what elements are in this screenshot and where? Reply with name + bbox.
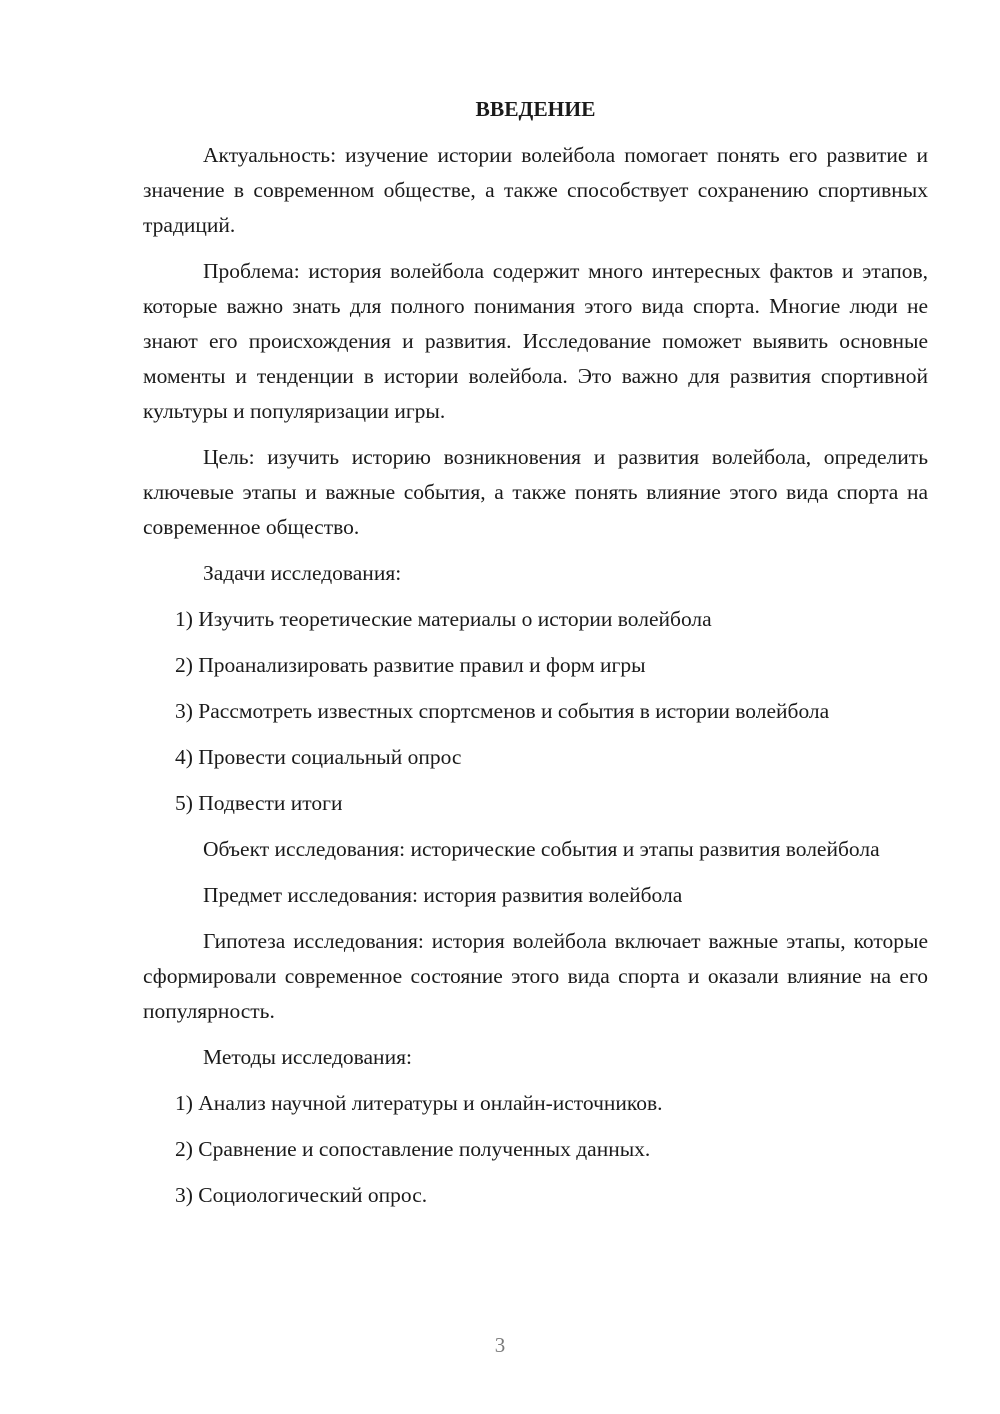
task-item: 2) Проанализировать развитие правил и форм игры xyxy=(175,653,646,677)
method-item: 2) Сравнение и сопоставление полученных данных. xyxy=(175,1137,651,1161)
task-item: 4) Провести социальный опрос xyxy=(175,745,462,769)
page-number: 3 xyxy=(494,1333,506,1357)
object-paragraph: Объект исследования: исторические события и этапы развития волейбола xyxy=(203,837,880,861)
tasks-label: Задачи исследования: xyxy=(203,561,402,585)
document-page xyxy=(143,92,928,1224)
method-item: 1) Анализ научной литературы и онлайн-источников. xyxy=(175,1091,663,1115)
task-item: 3) Рассмотреть известных спортсменов и события в истории волейбола xyxy=(175,699,830,723)
goal-paragraph: Цель: изучить историю возникновения и развития волейбола, определить ключевые этапы и важные события, а также понять влияние этого вида спорта на современное общество. xyxy=(143,445,928,539)
hypothesis-paragraph: Гипотеза исследования: история волейбола включает важные этапы, которые сформировали современное состояние этого вида спорта и оказали влияние на его популярность. xyxy=(143,929,928,1023)
section-heading: ВВЕДЕНИЕ xyxy=(475,97,596,121)
problem-paragraph: Проблема: история волейбола содержит много интересных фактов и этапов, которые важно знать для полного понимания этого вида спорта. Многие люди не знают его происхождения и развития. Исследование поможет выявить основные моменты и тенденции в истории волейбола. Это важно для развития спортивной культуры и популяризации игры. xyxy=(143,259,928,423)
methods-label: Методы исследования: xyxy=(203,1045,412,1069)
task-item: 1) Изучить теоретические материалы о истории волейбола xyxy=(175,607,712,631)
task-item: 5) Подвести итоги xyxy=(175,791,343,815)
method-item: 3) Социологический опрос. xyxy=(175,1183,428,1207)
subject-paragraph: Предмет исследования: история развития волейбола xyxy=(203,883,683,907)
relevance-paragraph: Актуальность: изучение истории волейбола помогает понять его развитие и значение в современном обществе, а также способствует сохранению спортивных традиций. xyxy=(143,143,928,237)
